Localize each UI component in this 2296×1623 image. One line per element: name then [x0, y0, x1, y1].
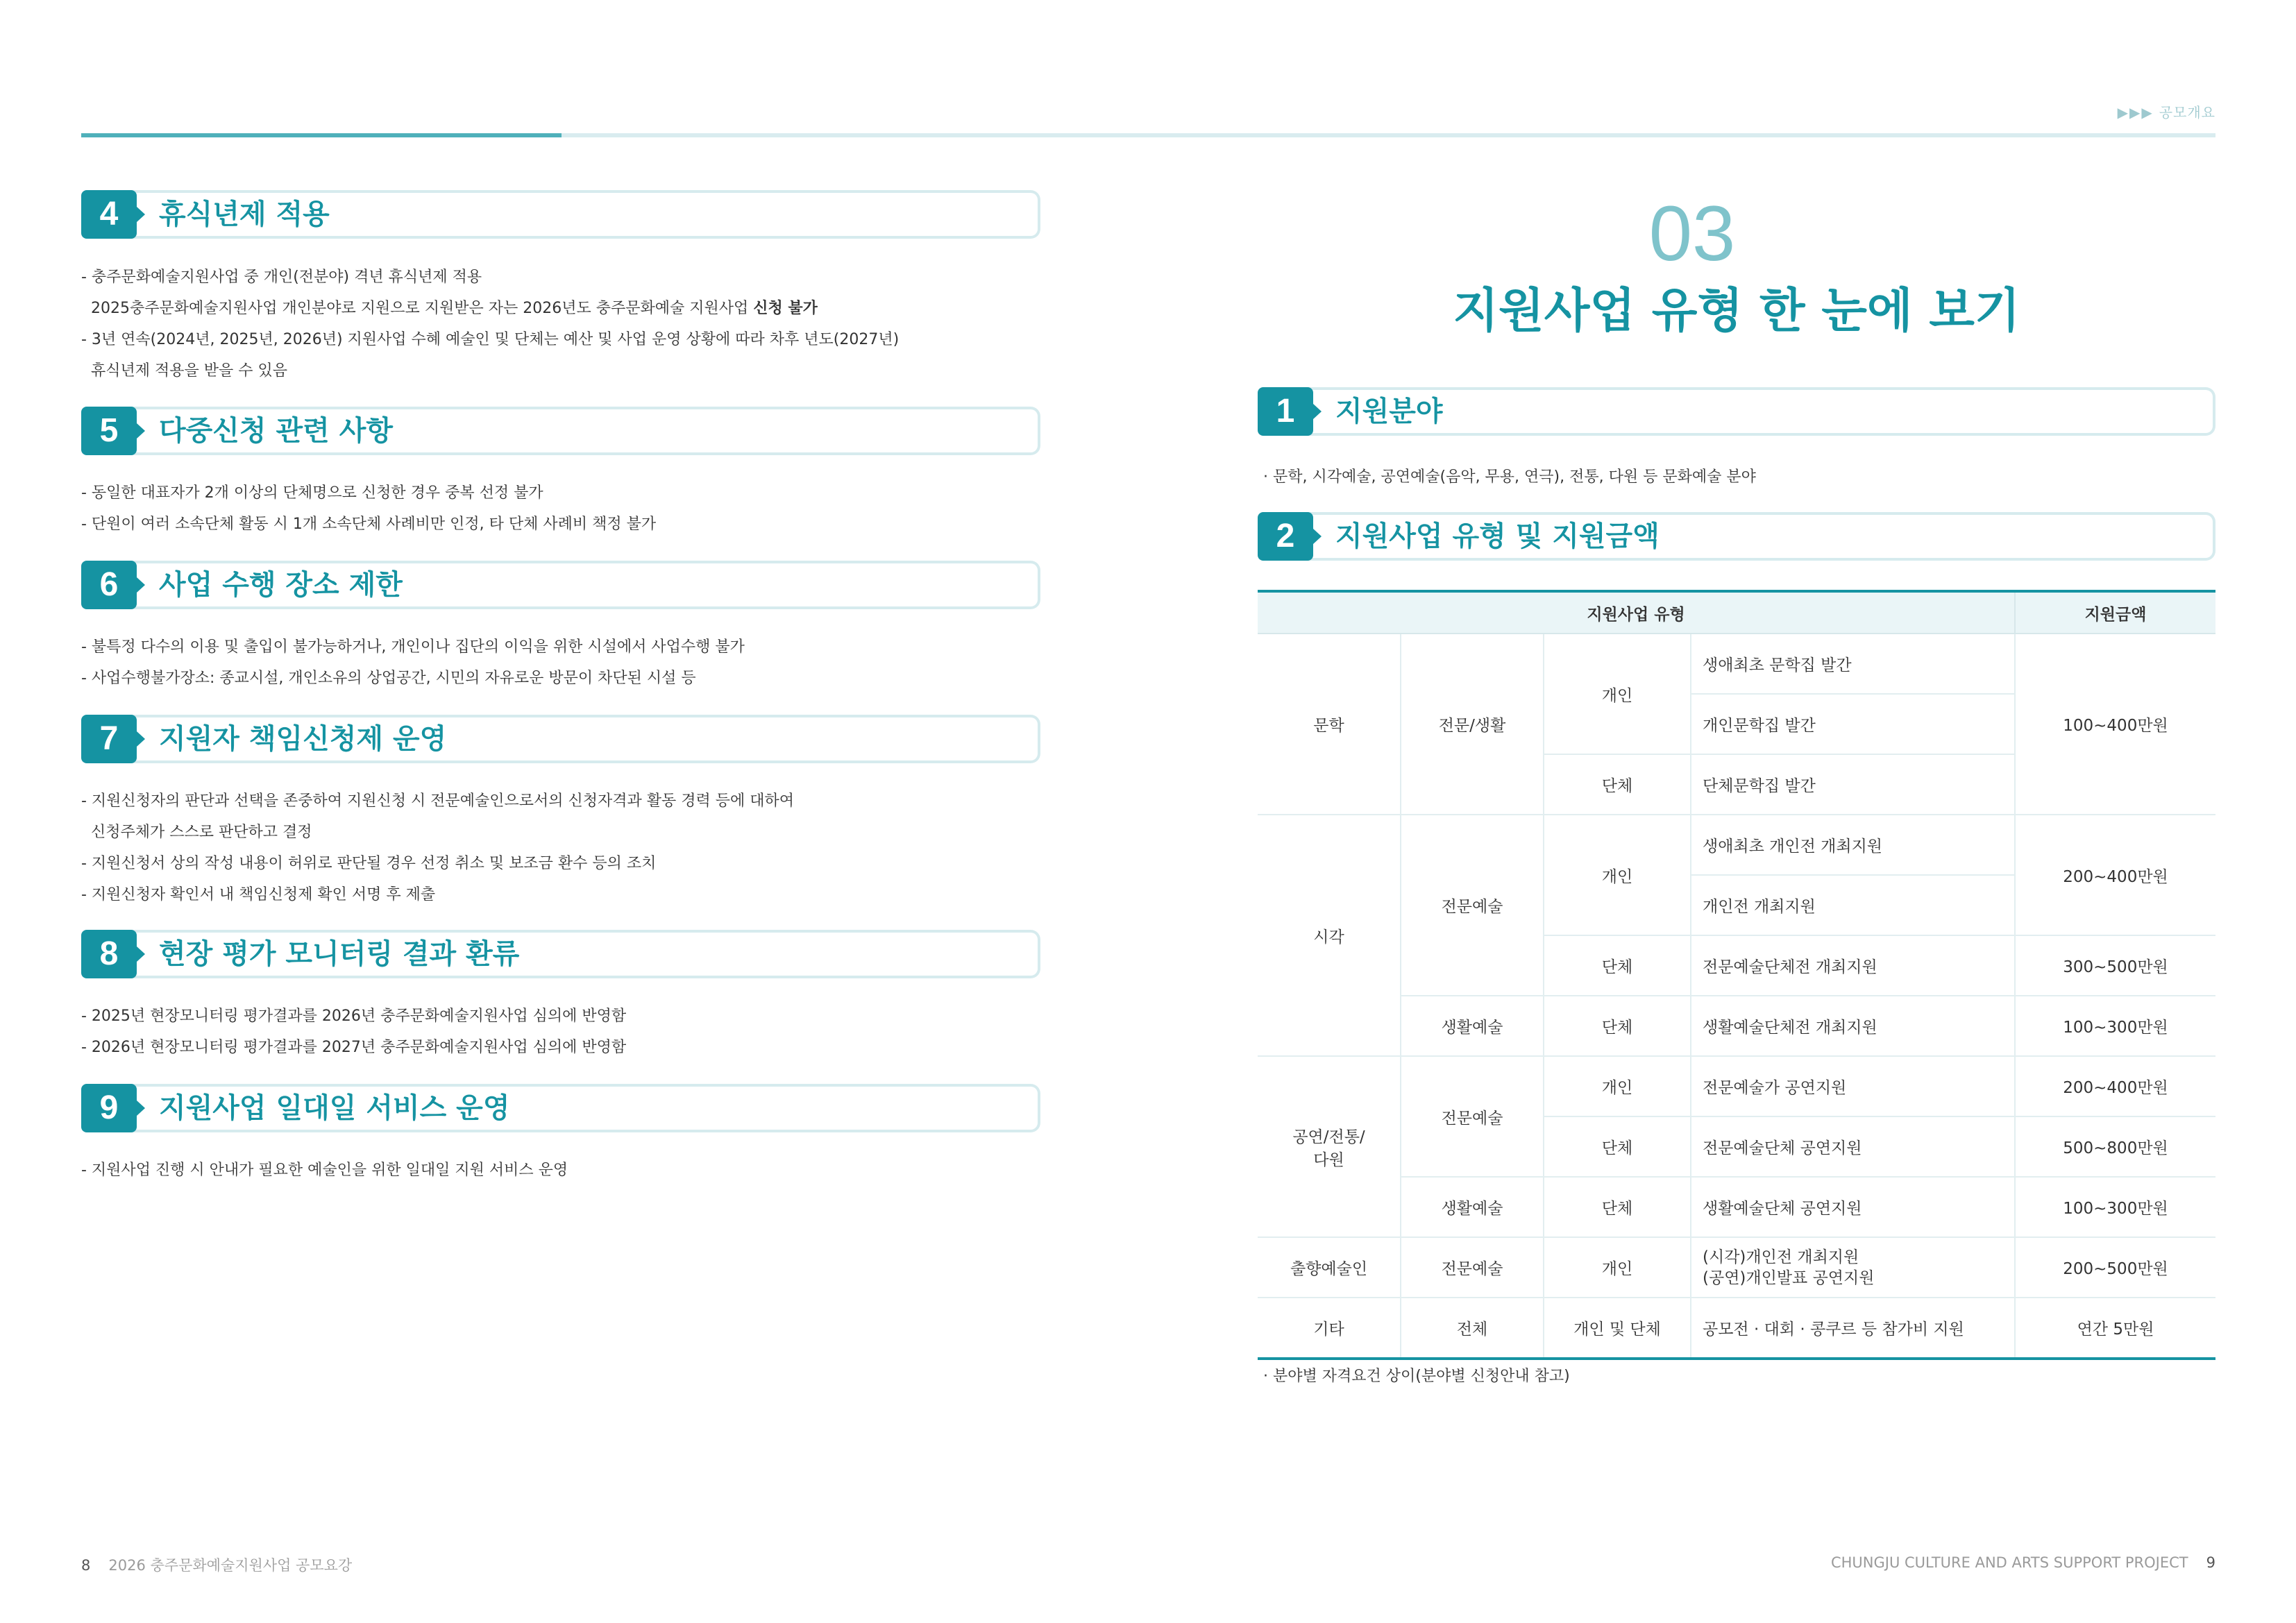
section-number: 7	[81, 715, 137, 763]
applicant-cell: 개인	[1544, 634, 1691, 754]
breadcrumb-label: 공모개요	[2159, 104, 2215, 121]
program-cell-line: (시각)개인전 개최지원	[1703, 1248, 1859, 1266]
applicant-cell: 단체	[1544, 935, 1691, 996]
section-9-body	[81, 1155, 568, 1186]
footer-left	[81, 1554, 352, 1575]
field-cell: 출향예술인	[1258, 1237, 1401, 1298]
section-title: 휴식년제 적용	[159, 198, 330, 230]
amount-cell: 200~400만원	[2015, 1056, 2215, 1116]
section-title: 현장 평가 모니터링 결과 환류	[159, 938, 520, 970]
footer-title: 2026 충주문화예술지원사업 공모요강	[108, 1557, 353, 1574]
category-cell: 전문예술	[1401, 815, 1544, 996]
body-line: - 단원이 여러 소속단체 활동 시 1개 소속단체 사례비만 인정, 타 단체 사례비 책정 불가	[81, 516, 657, 533]
program-cell: 생활예술단체 공연지원	[1691, 1177, 2015, 1237]
section-title: 지원분야	[1335, 396, 1443, 427]
program-cell: 생활예술단체전 개최지원	[1691, 996, 2015, 1056]
body-line: - 2026년 현장모니터링 평가결과를 2027년 충주문화예술지원사업 심의에 반영함	[81, 1039, 627, 1056]
amount-cell: 300~500만원	[2015, 935, 2215, 996]
field-cell: 문학	[1258, 634, 1401, 815]
body-line: - 2025년 현장모니터링 평가결과를 2026년 충주문화예술지원사업 심의에 반영함	[81, 1008, 627, 1025]
page-number: 8	[81, 1557, 91, 1574]
section-7-header	[81, 715, 1040, 766]
applicant-cell: 개인	[1544, 1237, 1691, 1298]
category-cell: 생활예술	[1401, 1177, 1544, 1237]
support-type-table	[1258, 590, 2215, 1360]
field-cell-line: 다원	[1313, 1150, 1344, 1169]
section-number: 6	[81, 561, 137, 609]
category-cell: 생활예술	[1401, 996, 1544, 1056]
body-line: - 충주문화예술지원사업 중 개인(전분야) 격년 휴식년제 적용	[81, 269, 482, 286]
section-number: 9	[81, 1084, 137, 1132]
section-4-body	[81, 262, 899, 386]
program-cell: 전문예술단체 공연지원	[1691, 1116, 2015, 1177]
section-number: 5	[81, 407, 137, 455]
body-line: - 지원신청자의 판단과 선택을 존중하여 지원신청 시 전문예술인으로서의 신청자격과 활동 경력 등에 대하여	[81, 792, 794, 810]
section-number: 1	[1258, 387, 1313, 436]
amount-cell: 연간 5만원	[2015, 1298, 2215, 1359]
table-note: · 분야별 자격요건 상이(분야별 신청안내 참고)	[1263, 1368, 1570, 1385]
table-row	[1258, 1177, 2215, 1237]
applicant-cell: 단체	[1544, 754, 1691, 815]
field-cell: 시각	[1258, 815, 1401, 1056]
section-title: 사업 수행 장소 제한	[159, 569, 403, 601]
body-line	[81, 293, 899, 324]
table-header-amount: 지원금액	[2015, 591, 2215, 634]
table-row	[1258, 1237, 2215, 1298]
body-line-emphasis: 신청 불가	[753, 300, 818, 317]
section-8-header	[81, 930, 1040, 981]
section-4-header	[81, 190, 1040, 241]
body-line: - 지원신청서 상의 작성 내용이 허위로 판단될 경우 선정 취소 및 보조금 환수 등의 조치	[81, 855, 657, 872]
program-cell: 생애최초 문학집 발간	[1691, 634, 2015, 694]
section-title: 지원사업 일대일 서비스 운영	[159, 1092, 510, 1124]
body-line: - 지원신청자 확인서 내 책임신청제 확인 서명 후 제출	[81, 886, 436, 903]
amount-cell: 100~400만원	[2015, 634, 2215, 815]
chapter-title: 지원사업 유형 한 눈에 보기	[1453, 284, 2020, 339]
program-cell: 생애최초 개인전 개최지원	[1691, 815, 2015, 875]
section-6-body	[81, 631, 745, 694]
table-row	[1258, 1298, 2215, 1359]
section-6-header	[81, 561, 1040, 612]
section-5-header	[81, 407, 1040, 458]
field-list-text: · 문학, 시각예술, 공연예술(음악, 무용, 연극), 전통, 다원 등 문화예술 분야	[1263, 468, 1756, 486]
section-title: 지원사업 유형 및 지원금액	[1335, 520, 1660, 552]
body-line: - 불특정 다수의 이용 및 출입이 불가능하거나, 개인이나 집단의 이익을 위한 시설에서 사업수행 불가	[81, 638, 745, 656]
breadcrumb-arrows-icon: ▶▶▶	[2117, 104, 2154, 121]
section-9-header	[81, 1084, 1040, 1135]
table-row	[1258, 1056, 2215, 1116]
table-row	[1258, 996, 2215, 1056]
program-cell	[1691, 1237, 2015, 1298]
section-7-body	[81, 785, 794, 910]
applicant-cell: 단체	[1544, 996, 1691, 1056]
program-cell: 개인문학집 발간	[1691, 694, 2015, 754]
table-row	[1258, 815, 2215, 875]
amount-cell: 200~500만원	[2015, 1237, 2215, 1298]
applicant-cell: 단체	[1544, 1177, 1691, 1237]
applicant-cell: 단체	[1544, 1116, 1691, 1177]
category-cell: 전체	[1401, 1298, 1544, 1359]
program-cell: 전문예술단체전 개최지원	[1691, 935, 2015, 996]
program-cell-line: (공연)개인발표 공연지원	[1703, 1268, 1875, 1287]
field-cell-line: 공연/전통/	[1292, 1128, 1365, 1146]
section-title: 지원자 책임신청제 운영	[159, 723, 447, 755]
page-number: 9	[2206, 1554, 2215, 1571]
body-line: 휴식년제 적용을 받을 수 있음	[81, 362, 287, 380]
section-2-header	[1258, 512, 2215, 563]
body-line: - 사업수행불가장소: 종교시설, 개인소유의 상업공간, 시민의 자유로운 방문이 차단된 시설 등	[81, 670, 696, 687]
breadcrumb	[2118, 101, 2215, 121]
program-cell: 개인전 개최지원	[1691, 875, 2015, 935]
program-cell: 단체문학집 발간	[1691, 754, 2015, 815]
body-line: - 3년 연속(2024년, 2025년, 2026년) 지원사업 수혜 예술인 및 단체는 예산 및 사업 운영 상황에 따라 차후 년도(2027년)	[81, 331, 900, 348]
category-cell: 전문예술	[1401, 1237, 1544, 1298]
footer-title: CHUNGJU CULTURE AND ARTS SUPPORT PROJECT	[1830, 1554, 2188, 1571]
category-cell: 전문예술	[1401, 1056, 1544, 1177]
field-cell: 기타	[1258, 1298, 1401, 1359]
footer-right	[1831, 1554, 2215, 1571]
header-rule-accent	[81, 133, 562, 137]
table-row	[1258, 634, 2215, 694]
program-cell: 공모전 · 대회 · 콩쿠르 등 참가비 지원	[1691, 1298, 2015, 1359]
chapter-number: 03	[1648, 190, 1736, 277]
applicant-cell: 개인	[1544, 1056, 1691, 1116]
body-line: 신청주체가 스스로 판단하고 결정	[81, 824, 312, 841]
amount-cell: 500~800만원	[2015, 1116, 2215, 1177]
section-title: 다중신청 관련 사항	[159, 415, 393, 447]
amount-cell: 200~400만원	[2015, 815, 2215, 935]
section-1-header	[1258, 387, 2215, 439]
table-header-type: 지원사업 유형	[1258, 591, 2015, 634]
category-cell: 전문/생활	[1401, 634, 1544, 815]
applicant-cell: 개인 및 단체	[1544, 1298, 1691, 1359]
section-number: 2	[1258, 512, 1313, 561]
section-5-body	[81, 477, 656, 540]
program-cell: 전문예술가 공연지원	[1691, 1056, 2015, 1116]
applicant-cell: 개인	[1544, 815, 1691, 935]
field-cell	[1258, 1056, 1401, 1237]
table-header-row	[1258, 591, 2215, 634]
amount-cell: 100~300만원	[2015, 1177, 2215, 1237]
body-line-text: 2025충주문화예술지원사업 개인분야로 지원으로 지원받은 자는 2026년도 충주문화예술 지원사업	[81, 300, 754, 317]
amount-cell: 100~300만원	[2015, 996, 2215, 1056]
body-line: - 동일한 대표자가 2개 이상의 단체명으로 신청한 경우 중복 선정 불가	[81, 484, 543, 502]
section-number: 4	[81, 190, 137, 239]
section-number: 8	[81, 930, 137, 978]
section-8-body	[81, 1001, 626, 1063]
body-line: - 지원사업 진행 시 안내가 필요한 예술인을 위한 일대일 지원 서비스 운영	[81, 1162, 568, 1179]
